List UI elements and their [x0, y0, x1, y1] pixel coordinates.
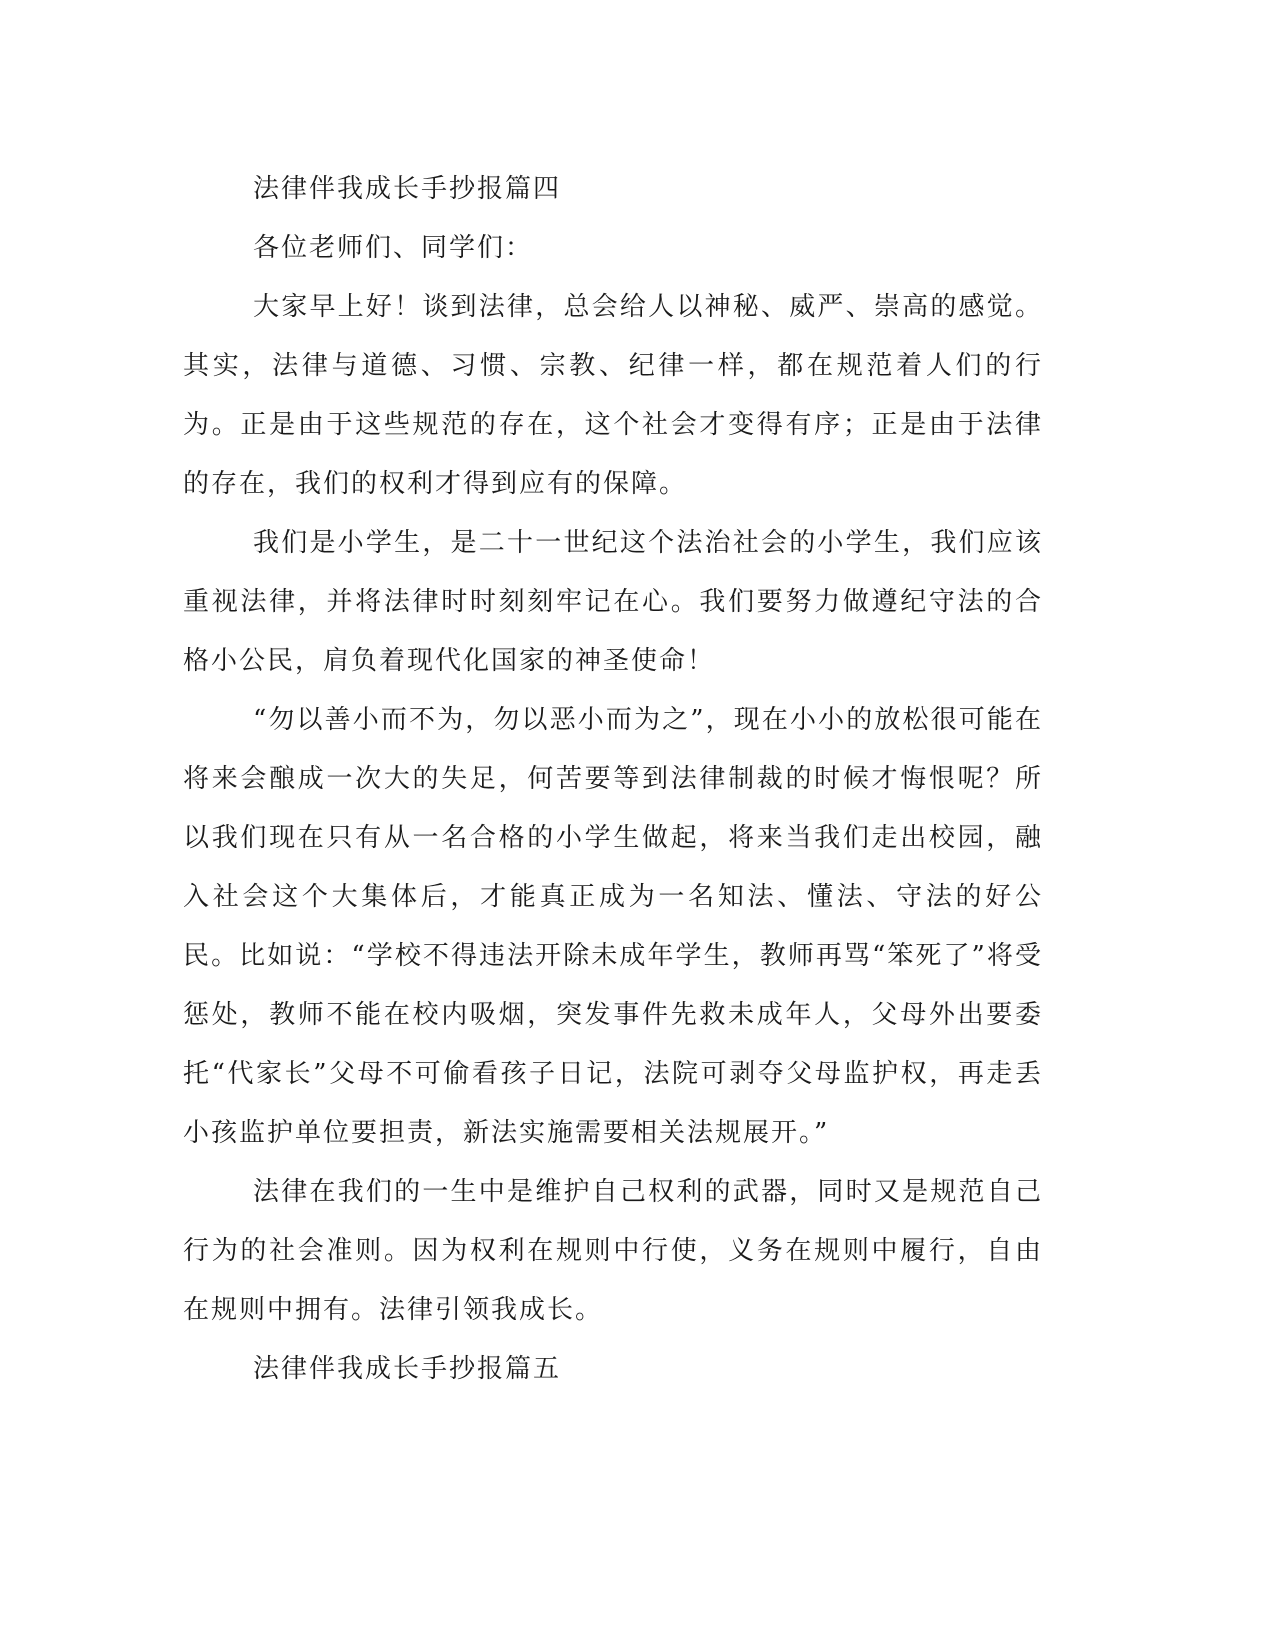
salutation: 各位老师们、同学们： [253, 233, 534, 263]
paragraph-conclusion: 法律在我们的一生中是维护自己权利的武器，同时又是规范自己行为的社会准则。因为权利在规则中行使，义务在规则中履行，自由在规则中拥有。法律引领我成长。 [183, 1177, 1043, 1325]
document-body [183, 160, 1043, 1399]
paragraph-greeting: 大家早上好！谈到法律，总会给人以神秘、威严、崇高的感觉。其实，法律与道德、习惯、宗教、纪律一样，都在规范着人们的行为。正是由于这些规范的存在，这个社会才变得有序；正是由于法律的存在，我们的权利才得到应有的保障。 [183, 292, 1043, 499]
paragraph-quote: “勿以善小而不为，勿以恶小而为之”，现在小小的放松很可能在将来会酿成一次大的失足，何苦要等到法律制裁的时候才悔恨呢？所以我们现在只有从一名合格的小学生做起，将来当我们走出校园，融入社会这个大集体后，才能真正成为一名知法、懂法、守法的好公民。比如说：“学校不得违法开除未成年学生，教师再骂“笨死了”将受惩处，教师不能在校内吸烟，突发事件先救未成年人，父母外出要委托“代家长”父母不可偷看孩子日记，法院可剥夺父母监护权，再走丢小孩监护单位要担责，新法实施需要相关法规展开。” [183, 705, 1043, 1148]
paragraph-students: 我们是小学生，是二十一世纪这个法治社会的小学生，我们应该重视法律，并将法律时时刻刻牢记在心。我们要努力做遵纪守法的合格小公民，肩负着现代化国家的神圣使命！ [183, 528, 1043, 676]
section-heading-5: 法律伴我成长手抄报篇五 [253, 1354, 562, 1384]
section-heading-4: 法律伴我成长手抄报篇四 [253, 174, 562, 204]
